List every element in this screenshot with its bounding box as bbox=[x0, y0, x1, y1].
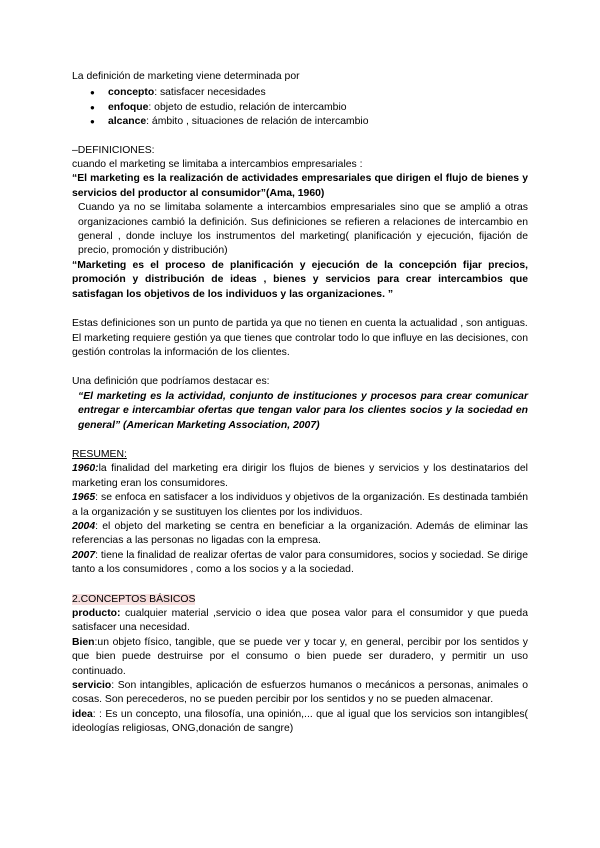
conceptos-heading-text: 2.CONCEPTOS BÁSICOS bbox=[72, 593, 196, 605]
concepto-term: servicio bbox=[72, 680, 112, 692]
concepto-item bbox=[72, 607, 528, 636]
paragraph-destacar: Una definición que podríamos destacar es: bbox=[72, 376, 270, 388]
resumen-text: : se enfoca en satisfacer a los individuos y objetivos de la organización. Es destinada también a la organización y se sustituyen los clientes por los individuos. bbox=[72, 492, 528, 518]
paragraph-antiguas: Estas definiciones son un punto de partida ya que no tienen en cuenta la actualidad , son antiguas. bbox=[72, 318, 528, 330]
quote-ama-1960: “El marketing es la realización de actividades empresariales que dirigen el flujo de bienes y servicios del productor al consumidor”(Ama, 1960) bbox=[72, 173, 528, 199]
bullet-concepto bbox=[90, 86, 528, 100]
bullet-text: : objeto de estudio, relación de intercambio bbox=[148, 101, 347, 113]
resumen-item bbox=[72, 491, 528, 520]
resumen-year: 1965 bbox=[72, 492, 96, 504]
resumen-text: la finalidad del marketing era dirigir los flujos de bienes y servicios y los destinatarios del marketing eran los consumidores. bbox=[72, 463, 528, 489]
resumen-text: : el objeto del marketing se centra en beneficiar a la organización. Además de eliminar las referencias a las personas no ligadas con la empresa. bbox=[72, 520, 528, 547]
paragraph-ampliacion: Cuando ya no se limitaba solamente a intercambios empresariales sino que se amplió a otras organizaciones cambió la definición. Sus definiciones se refieren a relaciones de intercambio en general , donde incluye los instrumentos del marketing( planificación y ejecución, fijación de precio, promoción y distribución) bbox=[78, 202, 528, 257]
definiciones-intro: cuando el marketing se limitaba a intercambios empresariales : bbox=[72, 159, 363, 171]
concepto-text: cualquier material ,servicio o idea que posea valor para el consumidor y que pueda satisfacer una necesidad. bbox=[72, 608, 528, 634]
bullet-term: enfoque bbox=[108, 101, 149, 113]
resumen-year: 2004 bbox=[72, 520, 96, 532]
resumen-text: : tiene la finalidad de realizar ofertas de valor para consumidores, socios y sociedad. Se dirige tanto a los consumidores , como a los socios y a la sociedad. bbox=[72, 549, 528, 576]
resumen-year: 1960: bbox=[72, 463, 99, 475]
concepto-text: :un objeto físico, tangible, que se puede ver y tocar y, en general, percibir por los sentidos y que bien puede destruirse por el consumo o bien puede ser duradero, y permitir un uso continuado. bbox=[72, 636, 528, 677]
bullet-alcance bbox=[90, 115, 528, 129]
bullet-enfoque bbox=[90, 101, 528, 115]
concepto-term: Bien bbox=[72, 636, 95, 648]
concepto-term: producto: bbox=[72, 608, 121, 619]
resumen-item bbox=[72, 549, 528, 578]
resumen-item bbox=[72, 520, 528, 549]
concepto-text: : : Es un concepto, una filosofía, una opinión,... que al igual que los servicios son intangibles( ideologías religiosas, ONG,donación de sangre) bbox=[72, 708, 528, 735]
bullet-term: concepto bbox=[108, 87, 155, 99]
paragraph-gestion: El marketing requiere gestión ya que tienes que controlar todo lo que influye en las decisiones, con gestión controlas la información de los clientes. bbox=[72, 332, 528, 358]
concepto-item bbox=[72, 636, 528, 679]
quote-ama-2007: “El marketing es la actividad, conjunto de instituciones y procesos para crear comunicar entregar e intercambiar ofertas que tengan valor para los clientes socios y la sociedad en general” (American Marketing Association, 2007) bbox=[78, 390, 528, 431]
quote-marketing-proceso: “Marketing es el proceso de planificación y ejecución de la concepción fijar precios, promoción y distribución de ideas , bienes y servicios para crear intercambios que satisfagan los objetivos de los individuos y las organizaciones. ” bbox=[72, 259, 528, 300]
resumen-heading: RESUMEN: bbox=[72, 448, 127, 460]
conceptos-heading bbox=[72, 593, 528, 607]
concepto-item bbox=[72, 679, 528, 708]
definition-bullets bbox=[72, 86, 528, 129]
bullet-text: : satisfacer necesidades bbox=[154, 87, 266, 99]
definiciones-heading: –DEFINICIONES: bbox=[72, 144, 155, 156]
bullet-term: alcance bbox=[108, 116, 147, 128]
bullet-text: : ámbito , situaciones de relación de intercambio bbox=[146, 116, 369, 128]
concepto-item bbox=[72, 708, 528, 737]
concepto-text: : Son intangibles, aplicación de esfuerzos humanos o mecánicos a personas, animales o cosas. Son perecederos, no se pueden percibir por los sentidos y no se pueden almacenar. bbox=[72, 680, 528, 706]
intro-text: La definición de marketing viene determinada por bbox=[72, 71, 300, 82]
concepto-term: idea bbox=[72, 708, 93, 720]
document-body bbox=[72, 70, 528, 737]
resumen-year: 2007 bbox=[72, 549, 96, 561]
resumen-item bbox=[72, 462, 528, 491]
